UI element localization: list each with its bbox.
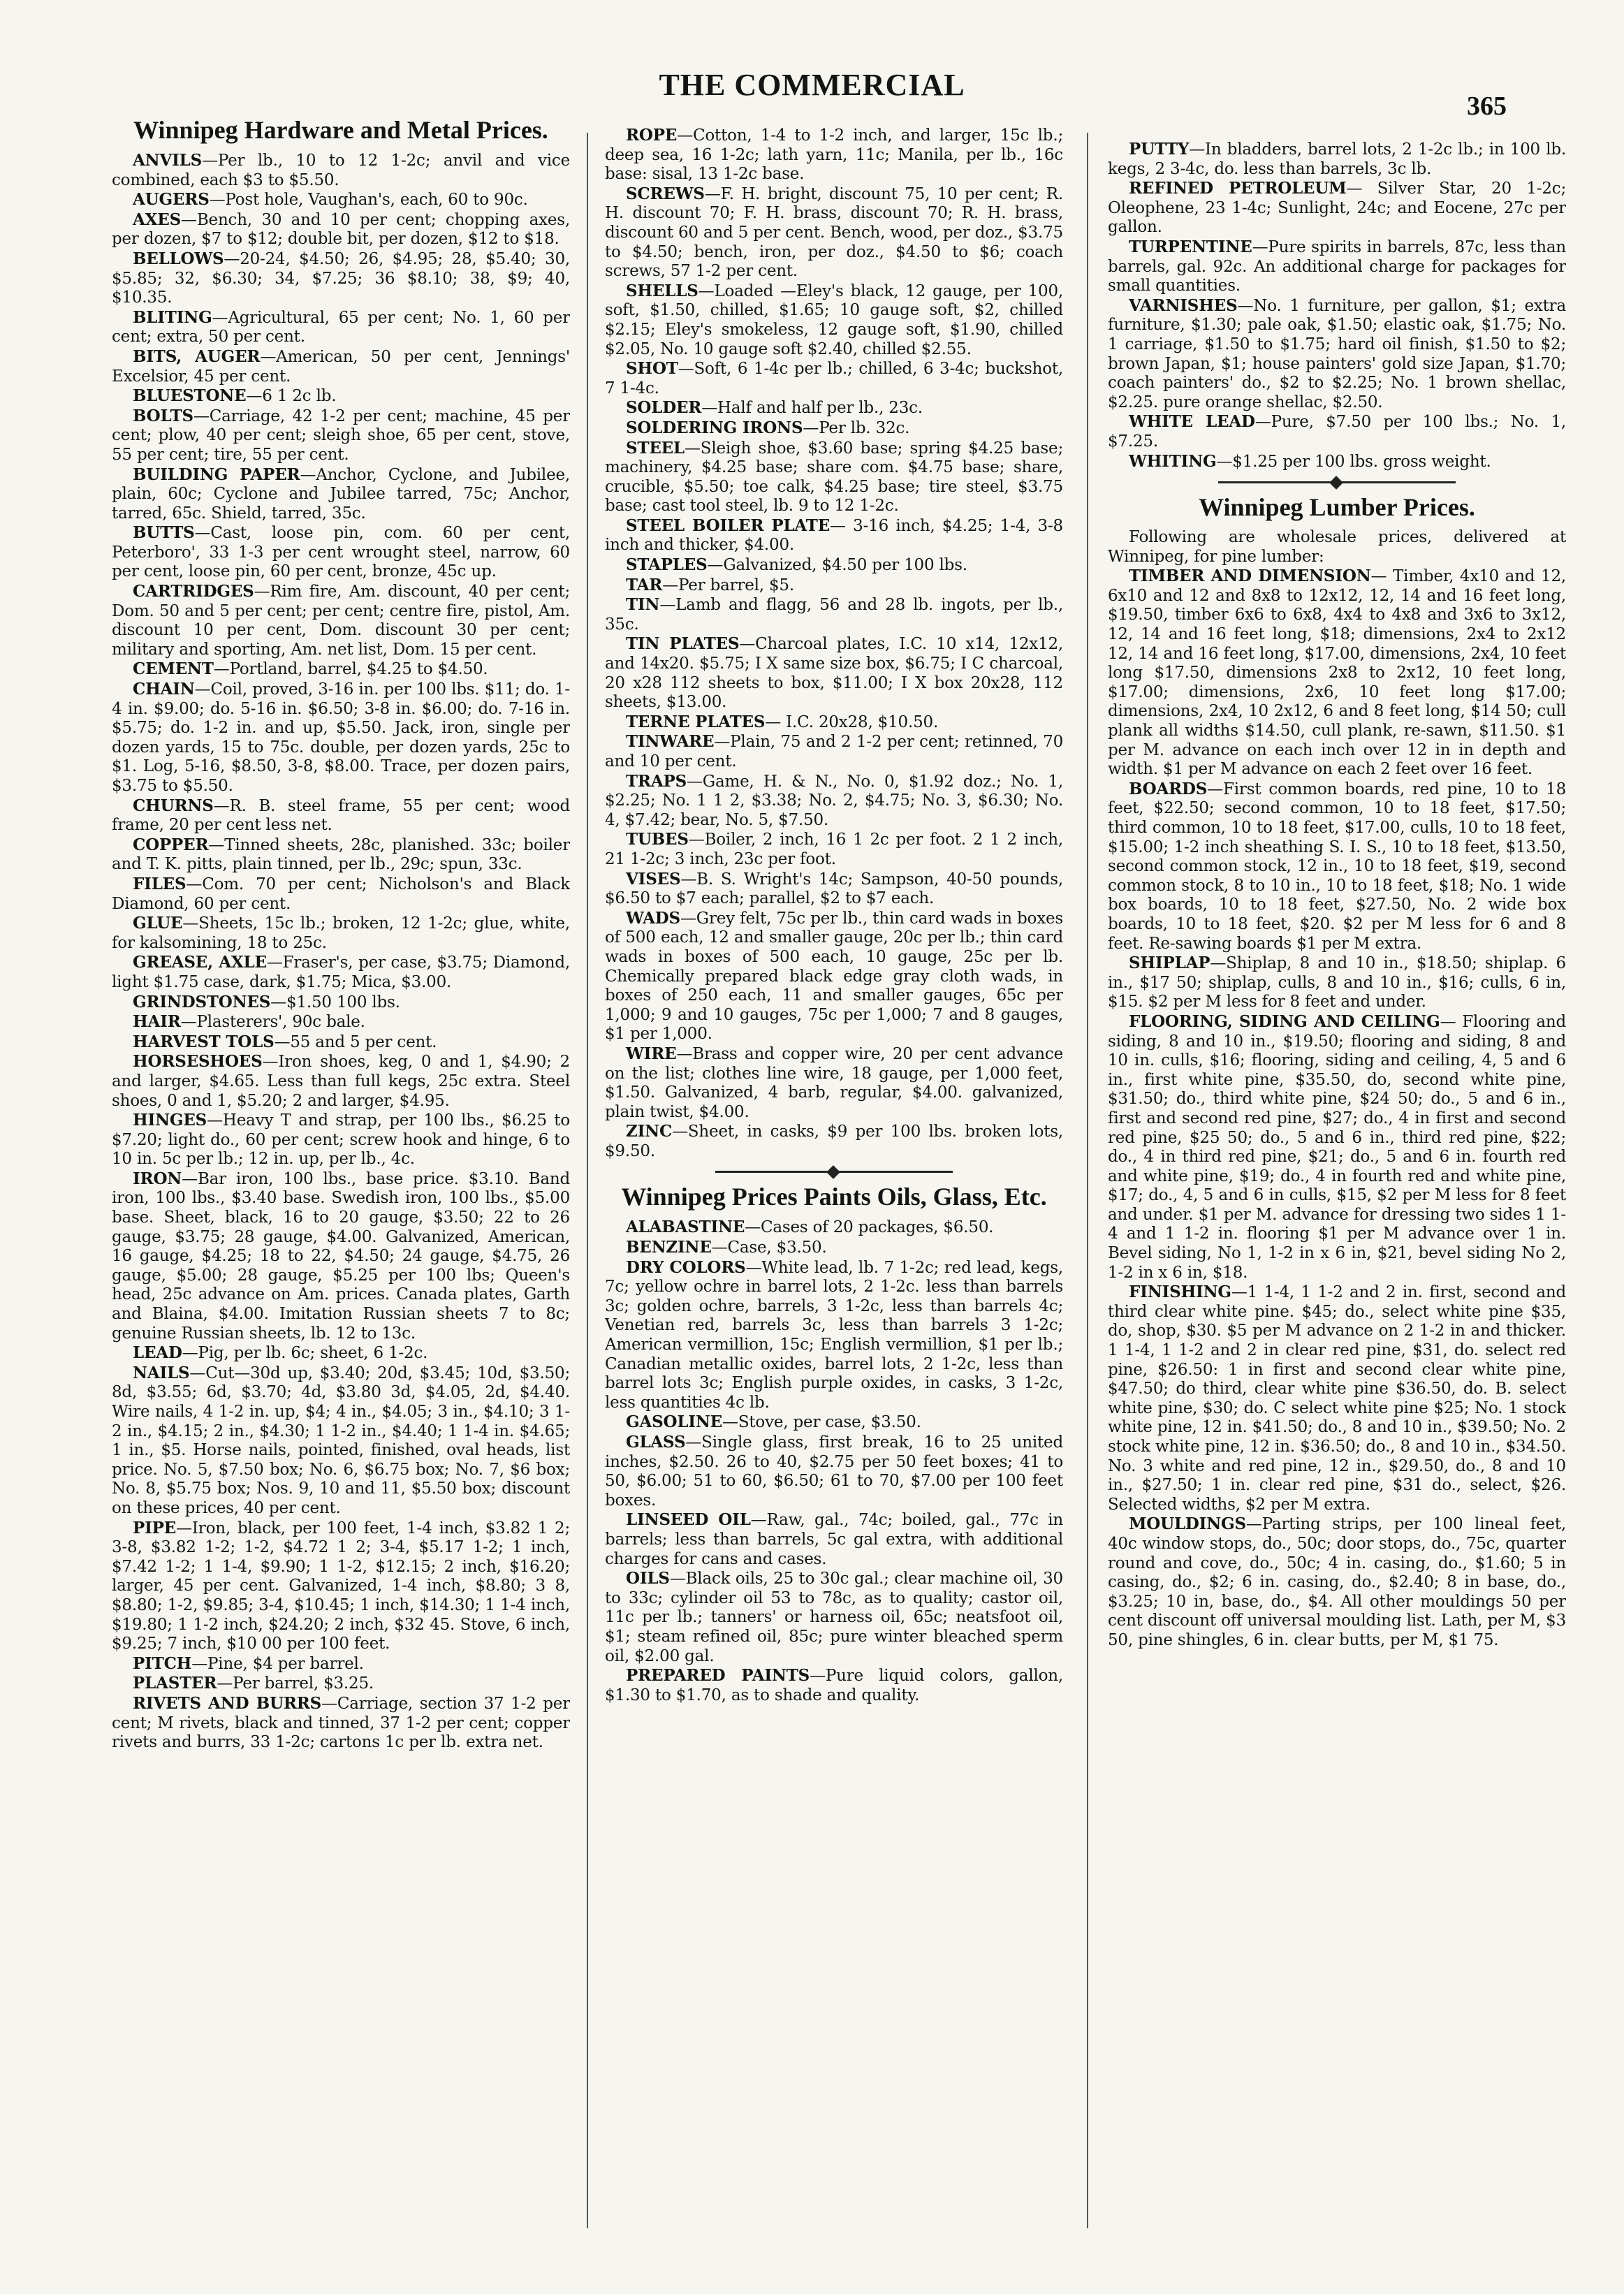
price-entry xyxy=(112,796,570,835)
column-right xyxy=(1108,140,1566,2277)
price-entry xyxy=(112,465,570,524)
price-entry xyxy=(1108,179,1566,238)
price-entry xyxy=(1108,954,1566,1012)
entry-text: —Fraser's, per case, $3.75; Diamond, light $1.75 case, dark, $1.75; Mica, $3.00. xyxy=(112,954,570,991)
entry-lead: COPPER xyxy=(133,835,209,854)
entry-lead: BUILDING PAPER xyxy=(133,465,300,484)
entry-lead: FILES xyxy=(133,874,186,893)
entry-lead: BLUESTONE xyxy=(133,386,247,406)
entry-text: —Plasterers', 90c bale. xyxy=(180,1013,365,1032)
price-entry xyxy=(605,1044,1063,1122)
price-entry xyxy=(112,875,570,914)
entry-text: —Game, H. & N., No. 0, $1.92 doz.; No. 1, $2.25; No. 1 1 2, $3.38; No. 2, $4.75; No. 3, $6.30; No. 4, $7.42; bear, No. 5, $7.50. xyxy=(605,772,1063,829)
entry-lead: HARVEST TOLS xyxy=(133,1032,275,1051)
entry-lead: CHURNS xyxy=(133,796,214,815)
entry-text: —Sheet, in casks, $9 per 100 lbs. broken lots, $9.50. xyxy=(605,1123,1063,1160)
entry-text: —B. S. Wright's 14c; Sampson, 40-50 pounds, $6.50 to $7 each; parallel, $2 to $7 each. xyxy=(605,870,1063,908)
price-entry xyxy=(1108,1012,1566,1283)
entry-text: —American, 50 per cent, Jennings' Excelsior, 45 per cent. xyxy=(112,347,570,386)
entry-text: —Carriage, 42 1-2 per cent; machine, 45 per cent; plow, 40 per cent; sleigh shoe, 65 per cent, stove, 55 per cent; tire, 55 per cent. xyxy=(112,407,570,464)
entry-lead: NAILS xyxy=(133,1363,190,1382)
entry-lead: AUGERS xyxy=(133,190,210,210)
entry-lead: PUTTY xyxy=(1129,140,1190,159)
entry-text: —Iron, black, per 100 feet, 1-4 inch, $3.82 1 2; 3-8, $3.82 1-2; 1-2, $4.72 1 2; 3-4, $5.17 1-2; 1 inch, $7.42 1-2; 1 1-4, $9.90; 1 1-2, $12.15; 2 inch, $16.20; larger, 45 per cent. Galvanized, 1-4 inch, $8.80; 3 8, $8.80; 1-2, $9.85; 3-4, $10.45; 1 inch, $14.30; 1 1-4 inch, $19.80; 1 1-2 inch, $24.20; 2 inch, $32 45. Stove, 6 inch, $9.25; 7 inch, $10 00 per 100 feet. xyxy=(112,1519,570,1653)
price-entry xyxy=(112,680,570,796)
price-entry xyxy=(112,190,570,210)
price-entry xyxy=(605,1218,1063,1238)
entry-text: —Loaded —Eley's black, 12 gauge, per 100, soft, $1.50, chilled, $1.65; 10 gauge soft, $2, chilled $2.15; Eley's smokeless, 12 gauge soft, $1.90, chilled $2.05, No. 10 gauge soft $2.40, chilled $2.55. xyxy=(605,282,1063,358)
entry-lead: PREPARED PAINTS xyxy=(626,1666,810,1686)
entry-lead: SHOT xyxy=(626,359,678,379)
entry-lead: TINWARE xyxy=(626,732,715,752)
price-entry xyxy=(112,151,570,190)
entry-lead: BUTTS xyxy=(133,523,195,543)
entry-text: —Sleigh shoe, $3.60 base; spring $4.25 base; machinery, $4.25 base; share com. $4.75 base; share, crucible, $5.50; toe calk, $4.25 base; tire steel, $3.75 base; cast tool steel, lb. 9 to 12 1-2c. xyxy=(605,439,1063,516)
entry-text: —6 1 2c lb. xyxy=(246,387,337,406)
price-entry xyxy=(605,1569,1063,1666)
price-entry xyxy=(112,249,570,308)
entry-lead: FLOORING, SIDING AND CEILING xyxy=(1129,1011,1440,1031)
entry-text: —Shiplap, 8 and 10 in., $18.50; shiplap. 6 in., $17 50; shiplap, culls, 8 and 10 in., $16; culls, 6 in, $15. $2 per M less for 8 feet and under. xyxy=(1108,954,1566,1011)
price-entry xyxy=(1108,567,1566,780)
entry-text: —Cut—30d up, $3.40; 20d, $3.45; 10d, $3.50; 8d, $3.55; 6d, $3.70; 4d, $3.80 3d, $4.05, 2d, $4.40. Wire nails, 4 1-2 in. up, $4; 4 in., $4.05; 3 in., $4.10; 3 1-2 in., $4.15; 2 in., $4.30; 1 1-2 in., $4.40; 1 1-4 in. $4.65; 1 in., $5. Horse nails, pointed, finished, oval heads, list price. No. 5, $7.50 box; No. 6, $6.75 box; No. 7, $6 box; No. 8, $5.75 box; Nos. 9, 10 and 11, $5.50 box; discount on these prices, 40 per cent. xyxy=(112,1364,570,1517)
entry-lead: CHAIN xyxy=(133,680,195,699)
entry-lead: TAR xyxy=(626,575,663,594)
entry-lead: FINISHING xyxy=(1129,1283,1231,1302)
entry-text: —Pure spirits in barrels, 87c, less than barrels, gal. 92c. An additional charge for packages for small quantities. xyxy=(1108,238,1566,295)
entry-text: —Portland, barrel, $4.25 to $4.50. xyxy=(213,660,488,679)
entry-lead: VISES xyxy=(626,869,681,889)
entry-lead: STEEL xyxy=(626,438,685,458)
price-entry xyxy=(112,953,570,992)
price-entry xyxy=(605,1412,1063,1433)
price-entry xyxy=(605,555,1063,576)
entry-text: —No. 1 furniture, per gallon, $1; extra furniture, $1.30; pale oak, $1.50; elastic oak, $1.75; No. 1 carriage, $1.50 to $1.75; hard oil finish, $1.50 to $2; brown Japan, $1; house painters' gold size Japan, $1.70; coach painters' do., $2 to $2.25; No. 1 brown shellac, $2.25. pure orange shellac, $2.50. xyxy=(1108,296,1566,411)
section-divider xyxy=(1218,481,1456,483)
price-entry xyxy=(605,359,1063,398)
entry-lead: WHITING xyxy=(1129,451,1217,471)
entry-lead: LEAD xyxy=(133,1343,182,1363)
entry-text: —Per barrel, $3.25. xyxy=(217,1674,374,1693)
price-entry xyxy=(112,1111,570,1169)
entry-lead: CEMENT xyxy=(133,659,214,679)
entry-text: —$1.25 per 100 lbs. gross weight. xyxy=(1216,452,1491,471)
entry-lead: MOULDINGS xyxy=(1129,1514,1246,1534)
entry-text: —Raw, gal., 74c; boiled, gal., 77c in barrels; less than barrels, 5c gal extra, with additional charges for cans and cases. xyxy=(605,1511,1063,1568)
entry-text: —Galvanized, $4.50 per 100 lbs. xyxy=(707,556,967,575)
entry-text: —55 and 5 per cent. xyxy=(274,1032,437,1051)
page-number: 365 xyxy=(1467,92,1507,121)
entry-lead: WADS xyxy=(626,908,680,928)
price-entry xyxy=(1108,528,1566,567)
entry-text: —Half and half per lb., 23c. xyxy=(701,399,923,418)
price-entry xyxy=(605,418,1063,439)
price-entry xyxy=(605,732,1063,771)
entry-lead: ANVILS xyxy=(133,151,203,170)
entry-text: —Stove, per case, $3.50. xyxy=(722,1413,921,1432)
price-entry xyxy=(112,659,570,680)
price-entry xyxy=(605,713,1063,733)
price-entry xyxy=(1108,1283,1566,1514)
entry-text: —Per lb. 32c. xyxy=(803,418,910,437)
entry-lead: ALABASTINE xyxy=(626,1218,745,1237)
entry-text: —Charcoal plates, I.C. 10 x14, 12x12, and 14x20. $5.75; I X same size box, $6.75; I C charcoal, 20 x28 112 sheets to box, $11.00; I X box 20x28, 112 sheets, $13.00. xyxy=(605,635,1063,712)
price-entry xyxy=(605,439,1063,516)
price-entry xyxy=(112,386,570,407)
price-entry xyxy=(112,308,570,347)
entry-lead: DRY COLORS xyxy=(626,1257,746,1277)
entry-lead: HINGES xyxy=(133,1111,207,1130)
entry-text: —White lead, lb. 7 1-2c; red lead, kegs, 7c; yellow ochre in barrel lots, 2 1-2c. less than barrels 3c; golden ochre, barrels, 3 1-2c, less than barrels 4c; Venetian red, barrels 3c, less than barrels 3 1-2c; American vermillion, 15c; English vermillion, $1 per lb.; Canadian metallic oxides, barrel lots, 2 1-2c, less than barrel lots 3c; English purple oxides, in casks, 3 1-2c, less quantities 4c lb. xyxy=(605,1258,1063,1412)
price-entry xyxy=(605,870,1063,909)
entry-text: —Bar iron, 100 lbs., base price. $3.10. Band iron, 100 lbs., $3.40 base. Swedish iron, 100 lbs., $5.00 base. Sheet, black, 16 to 20 gauge, $3.50; 22 to 26 gauge, $3.75; 28 gauge, $4.00. Galvanized, American, 16 gauge, $4.25; 18 to 22, $4.50; 24 gauge, $4.75, 26 gauge, $5.00; 28 gauge, $5.25 per 100 lbs; Queen's head, 25c advance on Am. prices. Canada plates, Garth and Blaina, $4.00. Imitation Russian sheets 7 to 8c; genuine Russian sheets, lb. 12 to 13c. xyxy=(112,1169,570,1343)
entry-text: —Boiler, 2 inch, 16 1 2c per foot. 2 1 2 inch, 21 1-2c; 3 inch, 23c per foot. xyxy=(605,831,1063,868)
entry-text: —Cases of 20 packages, $6.50. xyxy=(745,1218,994,1237)
entry-text: —Grey felt, 75c per lb., thin card wads in boxes of 500 each, 12 and smaller gauge, 20c per lb.; thin card wads in boxes of 500 each, 10 gauge, 25c per lb. Chemically prepared black edge gray cloth wads, in boxes of 250 each, 11 and smaller gauges, 65c per 1,000; 9 and 10 gauges, 75c per 1,000; 7 and 8 gauges, $1 per 1,000. xyxy=(605,909,1063,1044)
entry-lead: TUBES xyxy=(626,830,689,849)
entry-text: Following are wholesale prices, delivered at Winnipeg, for pine lumber: xyxy=(1108,528,1566,566)
entry-lead: BLITING xyxy=(133,307,212,327)
entry-text: —Bench, 30 and 10 per cent; chopping axes, per dozen, $7 to $12; double bit, per dozen, $12 to $18. xyxy=(112,210,570,249)
price-entry xyxy=(112,1674,570,1694)
price-entry xyxy=(112,1032,570,1053)
price-entry xyxy=(1108,296,1566,413)
price-entry xyxy=(1108,140,1566,179)
entry-lead: WIRE xyxy=(626,1044,677,1063)
entry-text: —Cast, loose pin, com. 60 per cent, Peterboro', 33 1-3 per cent wrought steel, narrow, 60 per cent, loose pin, 60 per cent, bronze, 45c up. xyxy=(112,524,570,581)
price-entry xyxy=(605,1433,1063,1510)
price-entry xyxy=(605,282,1063,359)
entry-text: —Lamb and flagg, 56 and 28 lb. ingots, per lb., 35c. xyxy=(605,596,1063,634)
price-entry xyxy=(1108,412,1566,451)
price-entry xyxy=(112,582,570,659)
price-entry xyxy=(112,1654,570,1674)
price-entry xyxy=(1108,452,1566,472)
entry-text: —Iron shoes, keg, 0 and 1, $4.90; 2 and larger, $4.65. Less than full kegs, 25c extra. Steel shoes, 0 and 1, $5.20; 2 and larger, $4.95. xyxy=(112,1053,570,1110)
entry-text: —Agricultural, 65 per cent; No. 1, 60 per cent; extra, 50 per cent. xyxy=(112,308,570,346)
price-entry xyxy=(112,1364,570,1519)
section-divider xyxy=(715,1171,953,1173)
entry-text: —Plain, 75 and 2 1-2 per cent; retinned, 70 and 10 per cent. xyxy=(605,733,1063,770)
entry-lead: TIN xyxy=(626,595,660,615)
entry-lead: PITCH xyxy=(133,1653,192,1673)
entry-text: —Coil, proved, 3-16 in. per 100 lbs. $11; do. 1-4 in. $9.00; do. 5-16 in. $6.50; 3-8 in. $6.00; do. 7-16 in. $5.75; do. 1-2 in. and up, $5.50. Jack, iron, single per dozen yards, 15 to 75c. double, per dozen yards, 25c to $1. Log, 5-16, $8.50, 3-8, $8.00. Trace, per dozen pairs, $3.75 to $5.50. xyxy=(112,680,570,795)
entry-text: —Single glass, first break, 16 to 25 united inches, $2.50. 26 to 40, $2.75 per 50 feet boxes; 41 to 50, $6.00; 51 to 60, $6.50; 61 to 70, $7.00 per 100 feet boxes. xyxy=(605,1433,1063,1510)
page-title: THE COMMERCIAL xyxy=(659,68,965,102)
entry-text: —Carriage, section 37 1-2 per cent; M rivets, black and tinned, 37 1-2 per cent; copper rivets and burrs, 33 1-2c; cartons 1c per lb. extra net. xyxy=(112,1694,570,1752)
price-entry xyxy=(605,1666,1063,1705)
entry-lead: ZINC xyxy=(626,1122,673,1141)
entry-text: —20-24, $4.50; 26, $4.95; 28, $5.40; 30, $5.85; 32, $6.30; 34, $7.25; 36 $8.10; 38, $9; 40, $10.35. xyxy=(112,249,570,307)
column-divider xyxy=(1087,133,1088,2228)
entry-text: —Soft, 6 1-4c per lb.; chilled, 6 3-4c; buckshot, 7 1-4c. xyxy=(605,360,1063,397)
entry-text: —Per barrel, $5. xyxy=(662,576,794,594)
entry-lead: RIVETS AND BURRS xyxy=(133,1693,322,1713)
section-heading: Winnipeg Hardware and Metal Prices. xyxy=(133,116,548,144)
price-entry xyxy=(112,210,570,249)
entry-lead: BELLOWS xyxy=(133,249,224,268)
entry-text: —Anchor, Cyclone, and Jubilee, plain, 60c; Cyclone and Jubilee tarred, 75c; Anchor, tarred, 65c. Shield, tarred, 35c. xyxy=(112,465,570,523)
entry-text: —Per lb., 10 to 12 1-2c; anvil and vice combined, each $3 to $5.50. xyxy=(112,152,570,189)
entry-lead: HORSESHOES xyxy=(133,1052,263,1072)
price-entry xyxy=(605,576,1063,596)
entry-text: —$1.50 100 lbs. xyxy=(270,993,400,1011)
price-entry xyxy=(112,407,570,465)
entry-lead: SOLDERING IRONS xyxy=(626,418,803,437)
price-entry xyxy=(1108,1514,1566,1650)
price-entry xyxy=(605,909,1063,1044)
entry-lead: TIN PLATES xyxy=(626,634,740,654)
section-heading: Winnipeg Lumber Prices. xyxy=(1199,493,1475,522)
entry-text: —Pure liquid colors, gallon, $1.30 to $1.70, as to shade and quality. xyxy=(605,1667,1063,1704)
price-entry xyxy=(605,184,1063,282)
column-divider xyxy=(587,133,588,2228)
entry-lead: GLUE xyxy=(133,914,183,933)
column-middle xyxy=(605,126,1063,2277)
price-entry xyxy=(605,1122,1063,1161)
entry-text: —F. H. bright, discount 75, 10 per cent; R. H. discount 70; F. H. brass, discount 70; R. H. brass, discount 60 and 5 per cent. Bench, wood, per doz., $3.75 to $4.50; bench, iron, per doz., $4.50 to $6; coach screws, 57 1-2 per cent. xyxy=(605,184,1063,281)
entry-lead: SOLDER xyxy=(626,398,702,418)
entry-lead: SCREWS xyxy=(626,184,705,203)
entry-lead: SHELLS xyxy=(626,281,698,300)
entry-text: —Brass and copper wire, 20 per cent advance on the list; clothes line wire, 18 gauge, per 1,000 feet, $1.50. Galvanized, 4 barb, regular, $4.00. galvanized, plain twist, $4.00. xyxy=(605,1044,1063,1121)
entry-lead: TIMBER AND DIMENSION xyxy=(1129,567,1371,586)
entry-text: —Sheets, 15c lb.; broken, 12 1-2c; glue, white, for kalsomining, 18 to 25c. xyxy=(112,914,570,952)
entry-lead: BOLTS xyxy=(133,406,193,425)
price-entry xyxy=(1108,780,1566,954)
entry-lead: GASOLINE xyxy=(626,1412,723,1432)
entry-lead: TERNE PLATES xyxy=(626,712,766,731)
price-entry xyxy=(112,1343,570,1364)
entry-text: —Case, $3.50. xyxy=(711,1239,827,1257)
entry-text: —Pine, $4 per barrel. xyxy=(191,1654,364,1673)
entry-text: —Cotton, 1-4 to 1-2 inch, and larger, 15c lb.; deep sea, 16 1-2c; lath yarn, 11c; Manila, per lb., 16c base: sisal, 13 1-2c base. xyxy=(605,126,1063,184)
entry-text: —Parting strips, per 100 lineal feet, 40c window stops, do., 50c; door stops, do., 75c, quarter round and cove, do., 50c; 4 in. casing, do., $1.60; 5 in casing, do., $2; 6 in. casing, do., $2.40; 8 in base, do., $3.25; 10 in, base, do., $4. All other mouldings 50 per cent discount off universal moulding list. Lath, per M, $3 50, pine shingles, 6 in. clear butts, per M, $1 75. xyxy=(1108,1515,1566,1649)
price-entry xyxy=(605,516,1063,555)
entry-lead: GLASS xyxy=(626,1433,686,1452)
entry-text: —1 1-4, 1 1-2 and 2 in. first, second and third clear white pine. $45; do., select white pine $35, do, shop, $30. $5 per M advance on 2 1-2 in and thicker. 1 1-4, 1 1-2 and 2 in clear red pine, $31, do. select red pine, $26.50: 1 in first and second clear white pine, $47.50; do third, clear white pine $36.50, do. B. select white pine, $30; do. C select white pine $25; No. 1 stock white pine, 12 in. $41.50; do., 8 and 10 in., $39.50; No. 2 stock white pine, 12 in. $36.50; do., 8 and 10 in., $34.50. No. 3 white and red pine, 12 in., $29.50, do., 8 and 10 in., $27.50; 1 in. clear red pine, $31 do., select, $26. Selected widths, $2 per M extra. xyxy=(1108,1283,1566,1514)
entry-text: — Timber, 4x10 and 12, 6x10 and 12 and 8x8 to 12x12, 12, 14 and 16 feet long, $19.50, timber 6x6 to 6x8, 4x4 to 4x8 and 3x6 to 3x12, 12, 14 and 16 feet long, $18; dimensions, 2x4 to 2x12 12, 14 and 16 feet long, $17.00, dimensions, 2x4, 10 feet long $17.50, dimensions 2x8 to 2x12, 10 feet long, $17.00; dimensions, 2x6, 10 feet long $17.00; dimensions, 2x4, 10 2x12, 6 and 8 feet long, $14 50; cull plank all widths $14.50, cull plank, re-sawn, $11.50. $1 per M. advance on each inch over 12 in in depth and width. $1 per M advance on each 2 feet over 16 feet. xyxy=(1108,567,1566,779)
price-entry xyxy=(112,1694,570,1753)
price-entry xyxy=(605,595,1063,634)
entry-text: —Heavy T and strap, per 100 lbs., $6.25 to $7.20; light do., 60 per cent; screw hook and hinge, 6 to 10 in. 5c per lb.; 12 in. up, per lb., 4c. xyxy=(112,1111,570,1169)
entry-text: —Tinned sheets, 28c, planished. 33c; boiler and T. K. pitts, plain tinned, per lb., 29c; spun, 33c. xyxy=(112,835,570,874)
entry-lead: HAIR xyxy=(133,1012,181,1032)
entry-lead: WHITE LEAD xyxy=(1129,412,1255,432)
entry-text: — I.C. 20x28, $10.50. xyxy=(765,713,939,731)
entry-lead: STEEL BOILER PLATE xyxy=(626,516,831,535)
entry-lead: TURPENTINE xyxy=(1129,237,1252,256)
entry-lead: STAPLES xyxy=(626,555,708,575)
entry-text: —Rim fire, Am. discount, 40 per cent; Dom. 50 and 5 per cent; per cent; centre fire, pistol, Am. discount 10 per cent, Dom. discount 30 per cent; military and sporting, Am. net list, Dom. 15 per cent. xyxy=(112,583,570,659)
entry-lead: VARNISHES xyxy=(1129,295,1238,315)
entry-text: —Post hole, Vaughan's, each, 60 to 90c. xyxy=(209,191,528,210)
price-entry xyxy=(605,1258,1063,1413)
price-entry xyxy=(112,1169,570,1343)
entry-text: —Black oils, 25 to 30c gal.; clear machine oil, 30 to 33c; cylinder oil 53 to 78c, as to quality; castor oil, 11c per lb.; tanners' or harness oil, 65c; neatsfoot oil, $1; steam refined oil, 85c; pure winter bleached sperm oil, $2.00 gal. xyxy=(605,1570,1063,1665)
entry-text: —First common boards, red pine, 10 to 18 feet, $22.50; second common, 10 to 18 feet, $17.50; third common, 10 to 18 feet, $17.00, culls, 10 to 18 feet, $15.00; 1-2 inch sheathing S. I. S., 10 to 18 feet, $13.50, second common stock, 12 in., 10 to 18 feet, $19, second common stock, 8 to 10 in., 10 to 18 feet, $18; No. 1 wide box boards, 10 to 18 feet, $27.50, No. 2 wide box boards, 10 to 18 feet, $20. $2 per M less for 6 and 8 feet. Re-sawing boards $1 per M extra. xyxy=(1108,780,1566,953)
price-entry xyxy=(605,1238,1063,1258)
entry-text: — Flooring and siding, 8 and 10 in., $19.50; flooring and siding, 8 and 10 in. culls, $16; flooring, siding and ceiling, 4, 5 and 6 in., first white pine, $35.50, do, second white pine, $31.50; do., third white pine, $24 50; do., 5 and 6 in., first and second red pine, $27; do., 4 in first and second red pine, $25 50; do., 5 and 6 in., third red pine, $22; do., 4 in third red pine, $21; do., 5 and 6 in. fourth red and white pine, $19; do., 4 in fourth red and white pine, $17; do., 4, 5 and 6 in culls, $15, $2 per M less for 8 feet and under. $1 per M. advance for dressing two sides 1 1-4 and 1 1-2 in. flooring $1 per M advance over 1 in. Bevel siding, No 1, 1-2 in x 6 in, $21, bevel siding No 2, 1-2 in x 6 in, $18. xyxy=(1108,1012,1566,1282)
entry-lead: TRAPS xyxy=(626,771,687,791)
price-entry xyxy=(112,1052,570,1111)
price-entry xyxy=(112,993,570,1013)
entry-lead: IRON xyxy=(133,1169,182,1188)
price-entry xyxy=(112,1012,570,1032)
entry-lead: AXES xyxy=(133,210,182,229)
price-entry xyxy=(605,126,1063,184)
entry-lead: REFINED PETROLEUM xyxy=(1129,179,1347,198)
entry-text: — Silver Star, 20 1-2c; Oleophene, 23 1-4c; Sunlight, 24c; and Eocene, 27c per gallon. xyxy=(1108,180,1566,237)
price-entry xyxy=(112,1519,570,1654)
section-heading: Winnipeg Prices Paints Oils, Glass, Etc. xyxy=(621,1183,1047,1211)
entry-lead: GRINDSTONES xyxy=(133,992,271,1011)
entry-lead: ROPE xyxy=(626,126,678,145)
price-entry xyxy=(605,398,1063,418)
price-entry xyxy=(112,914,570,953)
entry-lead: PLASTER xyxy=(133,1674,217,1693)
entry-text: — 3-16 inch, $4.25; 1-4, 3-8 inch and thicker, $4.00. xyxy=(605,516,1063,555)
entry-text: —Com. 70 per cent; Nicholson's and Black Diamond, 60 per cent. xyxy=(112,875,570,913)
entry-lead: SHIPLAP xyxy=(1129,954,1210,973)
price-entry xyxy=(605,772,1063,831)
entry-text: —Pure, $7.50 per 100 lbs.; No. 1, $7.25. xyxy=(1108,413,1566,451)
price-entry xyxy=(605,830,1063,869)
price-entry xyxy=(112,523,570,582)
entry-lead: CARTRIDGES xyxy=(133,582,254,601)
entry-lead: BOARDS xyxy=(1129,779,1208,798)
price-entry xyxy=(112,347,570,386)
price-entry xyxy=(605,634,1063,712)
price-entry xyxy=(1108,238,1566,296)
entry-lead: OILS xyxy=(626,1569,670,1588)
price-entry xyxy=(605,1510,1063,1569)
entry-lead: GREASE, AXLE xyxy=(133,953,267,972)
price-entry xyxy=(112,835,570,875)
entry-text: —In bladders, barrel lots, 2 1-2c lb.; in 100 lb. kegs, 2 3-4c, do. less than barrels, 3c lb. xyxy=(1108,140,1566,178)
entry-lead: BENZINE xyxy=(626,1238,712,1257)
entry-lead: BITS, AUGER xyxy=(133,346,261,366)
entry-lead: LINSEED OIL xyxy=(626,1510,751,1530)
column-hardware xyxy=(112,112,570,2263)
entry-lead: PIPE xyxy=(133,1518,177,1537)
entry-text: —Pig, per lb. 6c; sheet, 6 1-2c. xyxy=(182,1344,428,1363)
entry-text: —R. B. steel frame, 55 per cent; wood frame, 20 per cent less net. xyxy=(112,796,570,835)
